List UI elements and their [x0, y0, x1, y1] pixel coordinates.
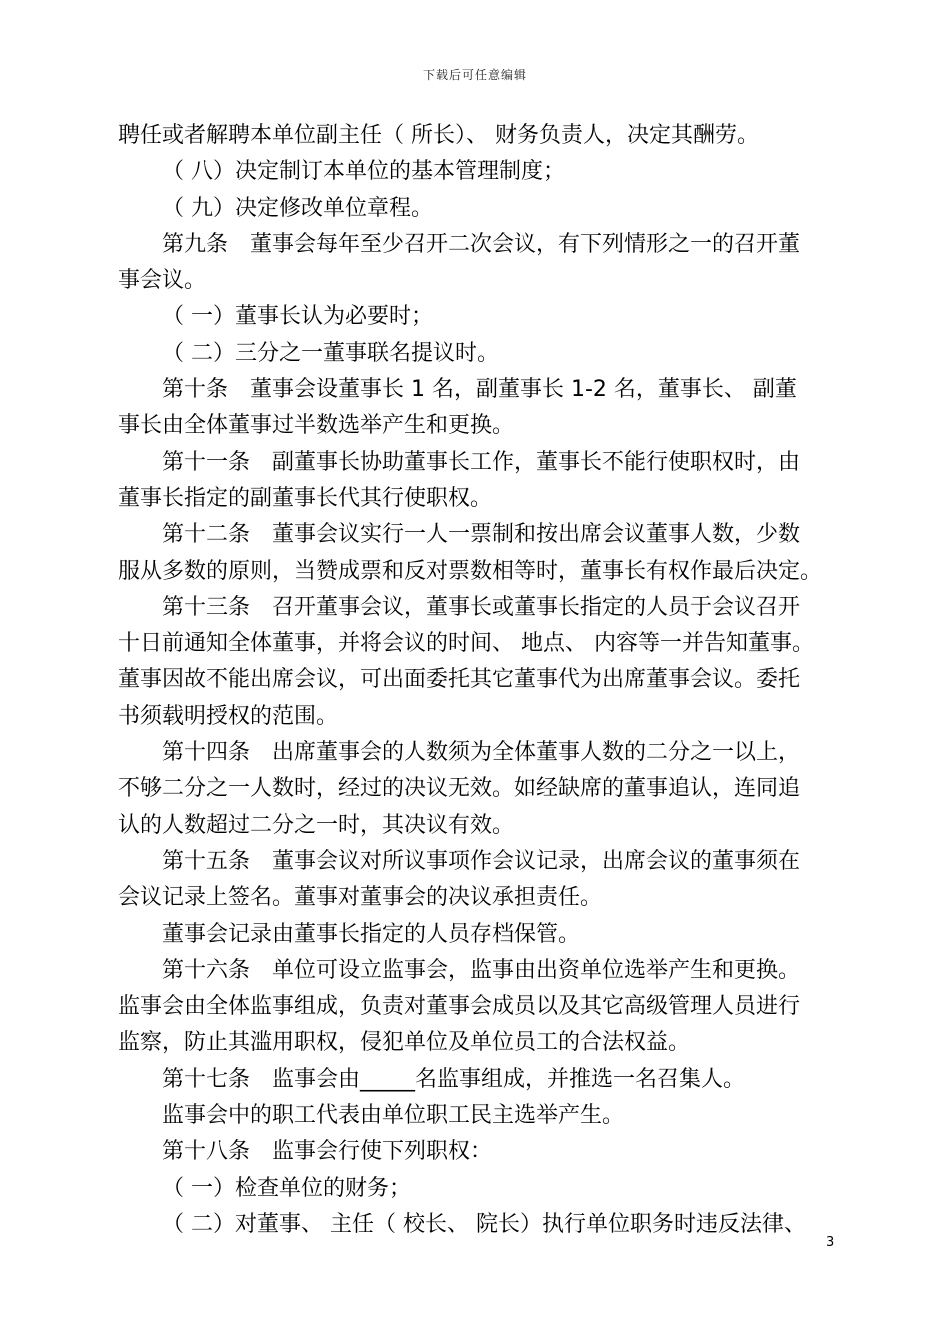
page-header: 下载后可任意编辑 — [422, 68, 527, 82]
text-line: 第十二条 董事会议实行一人一票制和按出席会议董事人数，少数 — [162, 522, 801, 548]
text-line: 不够二分之一人数时，经过的决议无效。如经缺席的董事追认，连同追 — [118, 776, 801, 802]
text-line: （ 九）决定修改单位章程。 — [162, 195, 433, 221]
text-line: 会议记录上签名。董事对董事会的决议承担责任。 — [118, 885, 603, 911]
document-body — [118, 118, 838, 1243]
text-line: 聘任或者解聘本单位副主任（ 所长）、 财务负责人，决定其酬劳。 — [118, 123, 759, 148]
text-line: 第十一条 副董事长协助董事长工作，董事长不能行使职权时，由 — [162, 449, 801, 475]
text-line: 认的人数超过二分之一时，其决议有效。 — [118, 812, 515, 838]
text-line: 服从多数的原则，当赞成票和反对票数相等时，董事长有权作最后决定。 — [118, 558, 823, 584]
text-line: 事会议。 — [118, 268, 207, 294]
text-line: （ 一）检查单位的财务； — [162, 1175, 411, 1201]
text-line: 第十七条 监事会由_____名监事组成，并推选一名召集人。 — [162, 1066, 746, 1092]
page-number: 3 — [826, 1235, 835, 1250]
text-line: 书须载明授权的范围。 — [118, 703, 339, 729]
text-line: （ 八）决定制订本单位的基本管理制度； — [162, 159, 565, 185]
text-line: 第十三条 召开董事会议，董事长或董事长指定的人员于会议召开 — [162, 594, 801, 620]
text-line: 监事会由全体监事组成，负责对董事会成员以及其它高级管理人员进行 — [118, 994, 801, 1020]
text-line: （ 二）对董事、 主任（ 校长、 院长）执行单位职务时违反法律、 — [162, 1211, 806, 1237]
text-line: 第九条 董事会每年至少召开二次会议，有下列情形之一的召开董 — [162, 231, 801, 257]
text-line: 监察，防止其滥用职权，侵犯单位及单位员工的合法权益。 — [118, 1030, 691, 1056]
text-line: 第十八条 监事会行使下列职权： — [162, 1139, 493, 1165]
text-line: 监事会中的职工代表由单位职工民主选举产生。 — [162, 1103, 625, 1129]
text-line: （ 一）董事长认为必要时； — [162, 304, 433, 330]
text-line: 董事会记录由董事长指定的人员存档保管。 — [162, 921, 581, 947]
text-line: （ 二）三分之一董事联名提议时。 — [162, 340, 499, 366]
text-line: 第十六条 单位可设立监事会，监事由出资单位选举产生和更换。 — [162, 957, 801, 983]
text-line: 十日前通知全体董事，并将会议的时间、 地点、 内容等一并告知董事。 — [118, 631, 814, 657]
text-line: 董事长指定的副董事长代其行使职权。 — [118, 485, 493, 511]
text-line: 第十四条 出席董事会的人数须为全体董事人数的二分之一以上， — [162, 740, 801, 766]
text-line: 董事因故不能出席会议，可出面委托其它董事代为出席董事会议。委托 — [118, 667, 801, 693]
text-line: 第十五条 董事会议对所议事项作会议记录，出席会议的董事须在 — [162, 848, 801, 874]
text-line: 第十条 董事会设董事长 1 名，副董事长 1-2 名，董事长、 副董 — [162, 377, 797, 403]
text-line: 事长由全体董事过半数选举产生和更换。 — [118, 413, 515, 439]
